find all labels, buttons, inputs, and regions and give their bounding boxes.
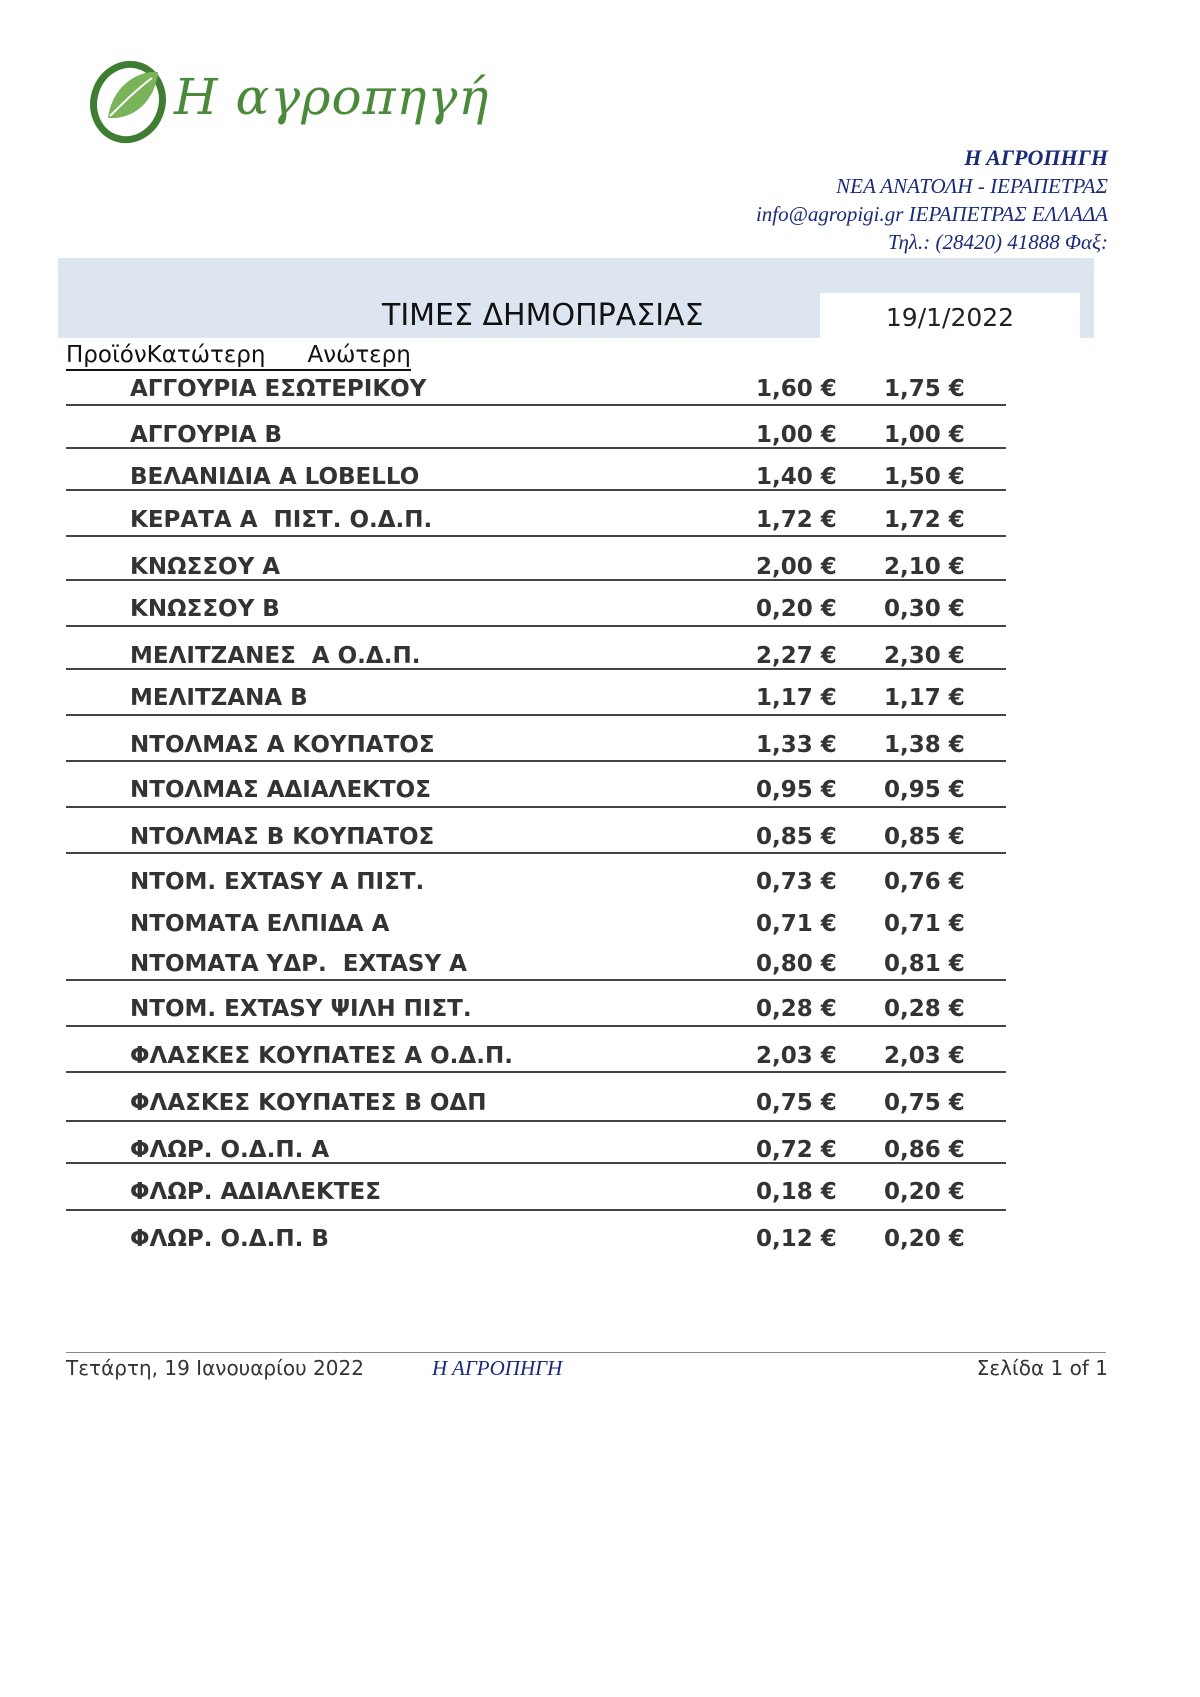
company-email-line: info@agropigi.gr ΙΕΡΑΠΕΤΡΑΣ ΕΛΛΑΔΑ bbox=[755, 202, 1108, 226]
product-name: ΚΕΡΑΤΑ Α ΠΙΣΤ. Ο.Δ.Π. bbox=[130, 507, 433, 533]
row-divider bbox=[66, 668, 1006, 670]
footer-company: Η ΑΓΡΟΠΗΓΗ bbox=[432, 1356, 563, 1380]
company-phone-line: Τηλ.: (28420) 41888 Φαξ: bbox=[887, 230, 1108, 254]
price-high: 2,30 € bbox=[884, 643, 965, 669]
footer-page-number: Σελίδα 1 of 1 bbox=[976, 1356, 1108, 1380]
company-info bbox=[756, 144, 1108, 256]
table-row bbox=[66, 550, 1006, 590]
table-row bbox=[66, 947, 1006, 987]
price-high: 0,30 € bbox=[884, 596, 965, 622]
row-divider bbox=[66, 852, 1006, 854]
price-low: 0,72 € bbox=[756, 1137, 837, 1163]
row-divider bbox=[66, 489, 1006, 491]
table-row bbox=[66, 820, 1006, 860]
price-low: 0,85 € bbox=[756, 824, 837, 850]
product-name: ΝΤΟΛΜΑΣ Β ΚΟΥΠΑΤΟΣ bbox=[130, 824, 435, 850]
price-high: 0,71 € bbox=[884, 911, 965, 937]
page-title: ΤΙΜΕΣ ΔΗΜΟΠΡΑΣΙΑΣ bbox=[382, 298, 704, 333]
price-low: 0,75 € bbox=[756, 1090, 837, 1116]
column-header-product: Προϊόν bbox=[66, 342, 147, 368]
product-name: ΜΕΛΙΤΖΑΝΑ Β bbox=[130, 685, 308, 711]
company-address: ΝΕΑ ΑΝΑΤΟΛΗ - ΙΕΡΑΠΕΤΡΑΣ bbox=[836, 174, 1108, 198]
product-name: ΝΤΟΜ. EXTASY ΨΙΛΗ ΠΙΣΤ. bbox=[130, 996, 472, 1022]
table-row bbox=[66, 592, 1006, 632]
product-name: ΝΤΟΜΑΤΑ ΕΛΠΙΔΑ Α bbox=[130, 911, 390, 937]
table-row bbox=[66, 681, 1006, 721]
company-name: Η ΑΓΡΟΠΗΓΗ bbox=[964, 145, 1108, 170]
row-divider bbox=[66, 535, 1006, 537]
table-row bbox=[66, 1175, 1006, 1215]
price-low: 1,72 € bbox=[756, 507, 837, 533]
row-divider bbox=[66, 1162, 1006, 1164]
price-high: 1,38 € bbox=[884, 732, 965, 758]
price-low: 2,00 € bbox=[756, 554, 837, 580]
row-divider bbox=[66, 806, 1006, 808]
price-low: 1,00 € bbox=[756, 422, 837, 448]
row-divider bbox=[66, 760, 1006, 762]
product-name: ΑΓΓΟΥΡΙΑ Β bbox=[130, 422, 283, 448]
price-low: 0,95 € bbox=[756, 777, 837, 803]
price-low: 0,20 € bbox=[756, 596, 837, 622]
table-row bbox=[66, 1222, 1006, 1262]
price-high: 0,20 € bbox=[884, 1226, 965, 1252]
price-low: 1,60 € bbox=[756, 376, 837, 402]
product-name: ΚΝΩΣΣΟΥ Α bbox=[130, 554, 281, 580]
price-high: 1,17 € bbox=[884, 685, 965, 711]
row-divider bbox=[66, 714, 1006, 716]
row-divider bbox=[66, 1209, 1006, 1211]
price-low: 0,12 € bbox=[756, 1226, 837, 1252]
price-high: 0,81 € bbox=[884, 951, 965, 977]
footer-date: Τετάρτη, 19 Ιανουαρίου 2022 bbox=[66, 1356, 364, 1380]
table-row bbox=[66, 773, 1006, 813]
logo-wordmark: Η αγροπηγή bbox=[174, 68, 490, 126]
price-low: 0,71 € bbox=[756, 911, 837, 937]
product-name: ΦΛΑΣΚΕΣ ΚΟΥΠΑΤΕΣ Β ΟΔΠ bbox=[130, 1090, 487, 1116]
product-name: ΦΛΩΡ. Ο.Δ.Π. Β bbox=[130, 1226, 329, 1252]
column-header-low: Κατώτερη bbox=[146, 342, 266, 368]
table-row bbox=[66, 1086, 1006, 1126]
product-name: ΝΤΟΛΜΑΣ Α ΚΟΥΠΑΤΟΣ bbox=[130, 732, 435, 758]
row-divider bbox=[66, 979, 1006, 981]
row-divider bbox=[66, 404, 1006, 406]
price-high: 0,75 € bbox=[884, 1090, 965, 1116]
product-name: ΒΕΛΑΝΙΔΙΑ Α LOBELLO bbox=[130, 464, 420, 490]
price-low: 1,33 € bbox=[756, 732, 837, 758]
leaf-logo-icon bbox=[86, 56, 172, 146]
row-divider bbox=[66, 447, 1006, 449]
product-name: ΦΛΩΡ. ΑΔΙΑΛΕΚΤΕΣ bbox=[130, 1179, 381, 1205]
row-divider bbox=[66, 1071, 1006, 1073]
table-row bbox=[66, 639, 1006, 679]
price-high: 0,95 € bbox=[884, 777, 965, 803]
table-row bbox=[66, 992, 1006, 1032]
column-headers bbox=[66, 342, 411, 371]
table-row bbox=[66, 728, 1006, 768]
price-low: 2,03 € bbox=[756, 1043, 837, 1069]
product-name: ΦΛΑΣΚΕΣ ΚΟΥΠΑΤΕΣ Α Ο.Δ.Π. bbox=[130, 1043, 513, 1069]
table-row bbox=[66, 865, 1006, 905]
price-low: 1,17 € bbox=[756, 685, 837, 711]
price-high: 2,03 € bbox=[884, 1043, 965, 1069]
table-row bbox=[66, 418, 1006, 458]
column-header-high: Ανώτερη bbox=[307, 342, 411, 368]
price-high: 0,20 € bbox=[884, 1179, 965, 1205]
product-name: ΝΤΟΜΑΤΑ ΥΔΡ. EXTASY Α bbox=[130, 951, 467, 977]
price-high: 1,00 € bbox=[884, 422, 965, 448]
company-logo bbox=[86, 56, 490, 152]
product-name: ΜΕΛΙΤΖΑΝΕΣ Α Ο.Δ.Π. bbox=[130, 643, 421, 669]
row-divider bbox=[66, 625, 1006, 627]
price-high: 0,85 € bbox=[884, 824, 965, 850]
product-name: ΝΤΟΛΜΑΣ ΑΔΙΑΛΕΚΤΟΣ bbox=[130, 777, 431, 803]
price-high: 1,72 € bbox=[884, 507, 965, 533]
price-high: 0,86 € bbox=[884, 1137, 965, 1163]
price-low: 0,28 € bbox=[756, 996, 837, 1022]
table-row bbox=[66, 1133, 1006, 1173]
auction-date: 19/1/2022 bbox=[820, 293, 1080, 341]
footer-divider bbox=[66, 1352, 1106, 1353]
price-low: 0,80 € bbox=[756, 951, 837, 977]
table-row bbox=[66, 372, 1006, 412]
price-high: 2,10 € bbox=[884, 554, 965, 580]
price-high: 1,50 € bbox=[884, 464, 965, 490]
product-name: ΑΓΓΟΥΡΙΑ ΕΣΩΤΕΡΙΚΟΥ bbox=[130, 376, 427, 402]
price-high: 0,28 € bbox=[884, 996, 965, 1022]
row-divider bbox=[66, 1120, 1006, 1122]
price-low: 0,18 € bbox=[756, 1179, 837, 1205]
table-row bbox=[66, 503, 1006, 543]
product-name: ΦΛΩΡ. Ο.Δ.Π. Α bbox=[130, 1137, 330, 1163]
price-low: 0,73 € bbox=[756, 869, 837, 895]
table-row bbox=[66, 907, 1006, 947]
product-name: ΝΤΟΜ. EXTASY Α ΠΙΣΤ. bbox=[130, 869, 425, 895]
price-high: 0,76 € bbox=[884, 869, 965, 895]
price-high: 1,75 € bbox=[884, 376, 965, 402]
row-divider bbox=[66, 579, 1006, 581]
price-low: 1,40 € bbox=[756, 464, 837, 490]
table-row bbox=[66, 1039, 1006, 1079]
table-row bbox=[66, 460, 1006, 500]
product-name: ΚΝΩΣΣΟΥ Β bbox=[130, 596, 280, 622]
price-low: 2,27 € bbox=[756, 643, 837, 669]
row-divider bbox=[66, 1025, 1006, 1027]
